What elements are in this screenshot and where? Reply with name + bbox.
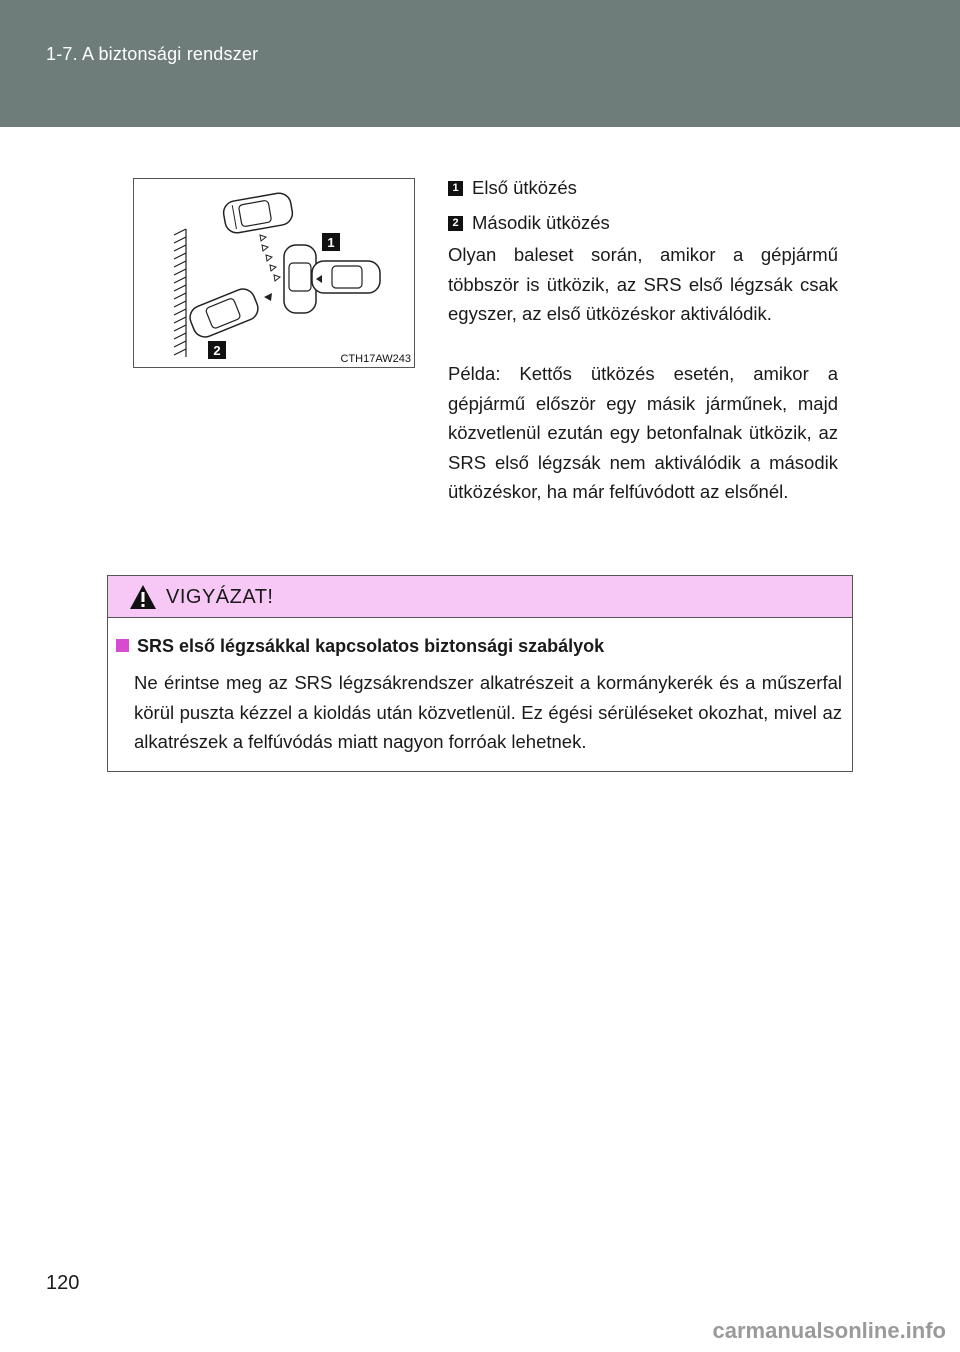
legend-item-1 bbox=[448, 176, 577, 199]
section-title: 1-7. A biztonsági rendszer bbox=[46, 44, 259, 64]
car-middle-icon bbox=[284, 245, 316, 313]
car-top-icon bbox=[222, 191, 295, 234]
page-header bbox=[0, 0, 960, 127]
warning-triangle-icon bbox=[129, 584, 157, 610]
watermark: carmanualsonline.info bbox=[712, 1318, 946, 1343]
car-right-icon bbox=[312, 261, 380, 293]
legend-number-2: 2 bbox=[448, 216, 463, 231]
car-wall-icon bbox=[186, 285, 261, 340]
paragraph-2: Példa: Kettős ütközés esetén, amikor a gépjármű először egy másik járműnek, majd közvetlenül ezután egy betonfalnak ütközik, az SRS első légzsák nem aktiválódik a második ütközéskor, ha már felfúvódott az elsőnél. bbox=[448, 363, 838, 502]
warning-heading bbox=[116, 636, 604, 657]
square-bullet-icon bbox=[116, 639, 129, 652]
legend-number-1: 1 bbox=[448, 181, 463, 196]
figure-marker-2: 2 bbox=[213, 343, 221, 358]
paragraph-1: Olyan baleset során, amikor a gépjármű többször is ütközik, az SRS első légzsák csak egyszer, az első ütközéskor aktiválódik. bbox=[448, 244, 838, 324]
collision-figure bbox=[133, 178, 415, 368]
figure-marker-1: 1 bbox=[327, 235, 335, 250]
legend-item-2 bbox=[448, 211, 610, 234]
legend-label-2: Második ütközés bbox=[472, 212, 610, 234]
warning-header bbox=[108, 576, 852, 618]
legend-label-1: Első ütközés bbox=[472, 177, 577, 199]
figure-code: CTH17AW243 bbox=[340, 353, 411, 365]
warning-heading-text: SRS első légzsákkal kapcsolatos biztonsági szabályok bbox=[137, 636, 605, 656]
warning-text: Ne érintse meg az SRS légzsákrendszer alkatrészeit a kormánykerék és a műszerfal körül puszta kézzel a kioldás után közvetlenül. Ez égési sérüléseket okozhat, mivel az alkatrészek a felfúvódás miatt nagyon forróak lehetnek. bbox=[134, 672, 842, 752]
warning-box bbox=[107, 575, 853, 772]
warning-title: VIGYÁZAT! bbox=[166, 586, 274, 608]
page-number: 120 bbox=[46, 1272, 80, 1294]
collision-diagram bbox=[134, 179, 416, 369]
